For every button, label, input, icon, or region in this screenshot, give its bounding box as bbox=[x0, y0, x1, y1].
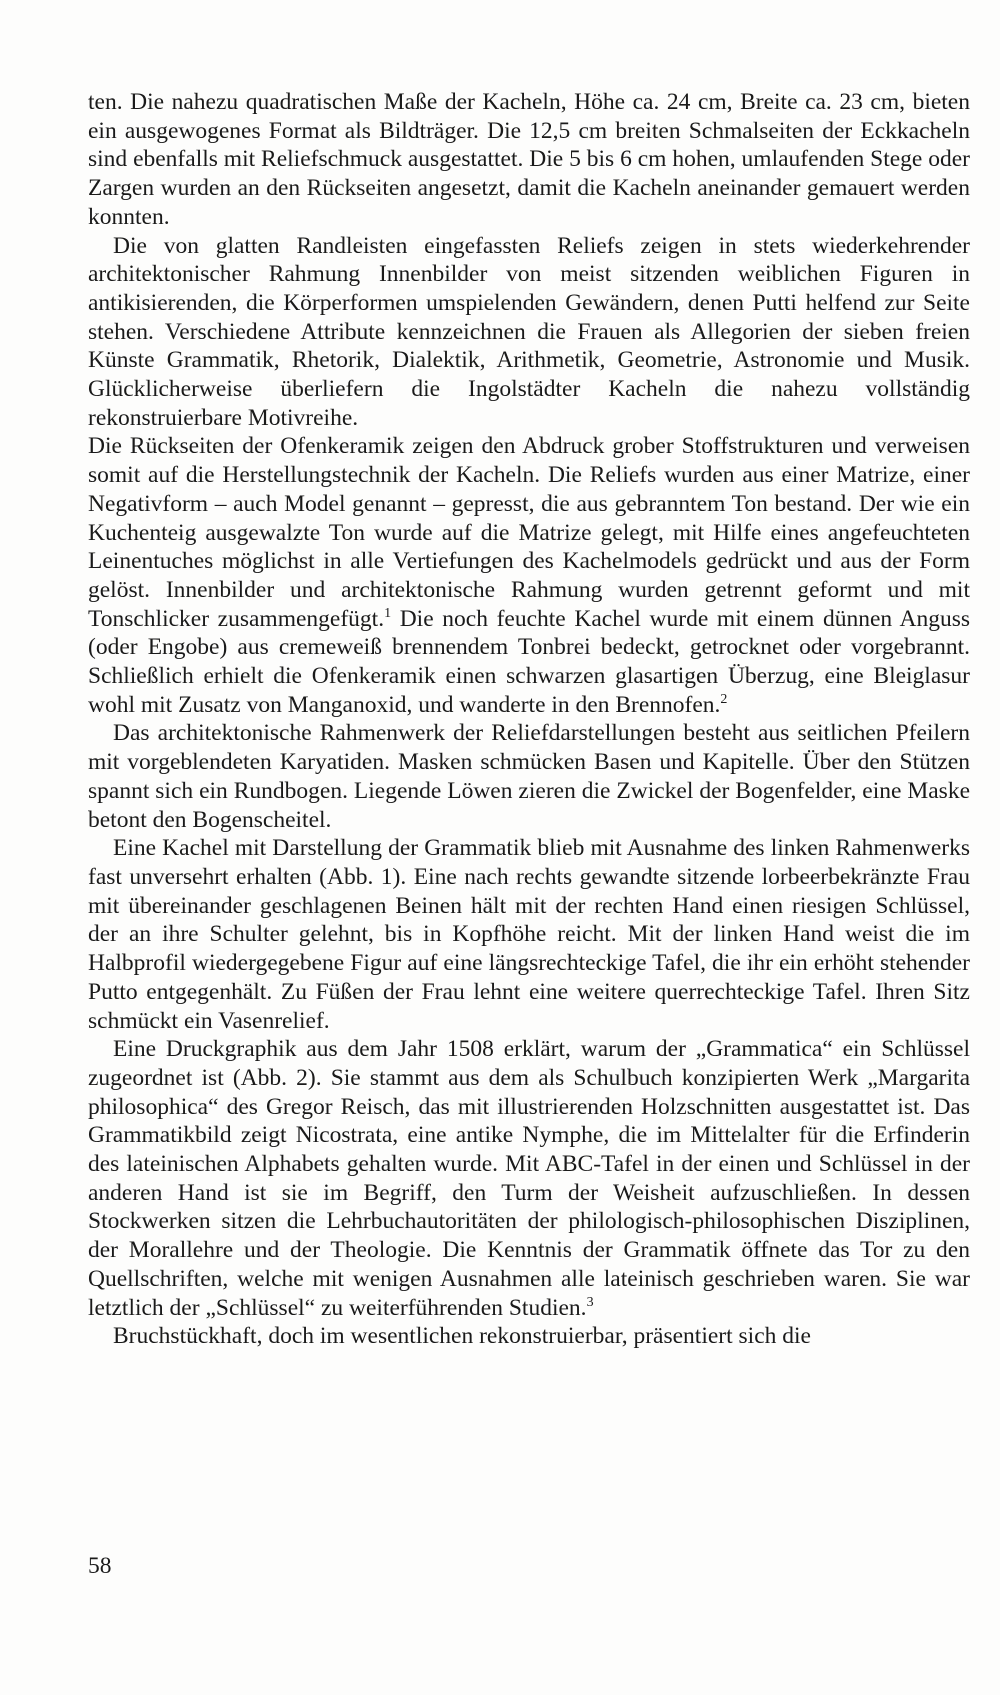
paragraph-2 bbox=[88, 232, 970, 433]
paragraph-3-text: Die Rückseiten der Ofenkeramik zeigen den Abdruck grober Stoffstrukturen und verweisen somit auf die Herstellungstechnik der Kacheln. Die Reliefs wurden aus einer Matrize, einer Negativform – auch Model genannt – gepresst, die aus gebranntem Ton bestand. Der wie ein Kuchenteig ausgewalzte Ton wurde auf die Matrize gelegt, mit Hilfe eines angefeuchteten Leinentuches möglichst in alle Vertiefungen des Kachelmodels gedrückt und aus der Form gelöst. Innenbilder und architektonische Rahmung wurden getrennt geformt und mit Tonschlicker zusammengefügt. bbox=[88, 433, 970, 632]
paragraph-3 bbox=[88, 432, 970, 719]
body-text bbox=[88, 88, 970, 1351]
paragraph-6 bbox=[88, 1035, 970, 1322]
footnote-marker-2: 2 bbox=[720, 691, 728, 707]
paragraph-1 bbox=[88, 88, 970, 232]
paragraph-2-text: Die von glatten Randleisten eingefassten Reliefs zeigen in stets wiederkehrender architektonischer Rahmung Innenbilder von meist sitzenden weiblichen Figuren in antikisierenden, die Körperformen umspielenden Gewändern, denen Putti helfend zur Seite stehen. Verschiedene Attribute kennzeichnen die Frauen als Allegorien der sieben freien Künste Grammatik, Rhetorik, Dialektik, Arithmetik, Geometrie, Astronomie und Musik. Glücklicherweise überliefern die Ingolstädter Kacheln die nahezu vollständig rekonstruierbare Motivreihe. bbox=[88, 232, 970, 431]
paragraph-4-text: Das architektonische Rahmenwerk der Reliefdarstellungen besteht aus seitlichen Pfeilern mit vorgeblendeten Karyatiden. Masken schmücken Basen und Kapitelle. Über den Stützen spannt sich ein Rundbogen. Liegende Löwen zieren die Zwickel der Bogenfelder, eine Maske betont den Bogenscheitel. bbox=[88, 720, 970, 833]
footnote-marker-1: 1 bbox=[384, 605, 392, 621]
paragraph-4 bbox=[88, 719, 970, 834]
paragraph-7-text: Bruchstückhaft, doch im wesentlichen rekonstruierbar, präsentiert sich die bbox=[113, 1323, 811, 1350]
paragraph-6-text: Eine Druckgraphik aus dem Jahr 1508 erklärt, warum der „Grammatica“ ein Schlüssel zugeordnet ist (Abb. 2). Sie stammt aus dem als Schulbuch konzipierten Werk „Margarita philosophica“ des Gregor Reisch, das mit illustrierenden Holzschnitten ausgestattet ist. Das Grammatikbild zeigt Nicostrata, eine antike Nymphe, die im Mittelalter für die Erfinderin des lateinischen Alphabets gehalten wurde. Mit ABC-Tafel in der einen und Schlüssel in der anderen Hand ist sie im Begriff, den Turm der Weisheit aufzuschließen. In dessen Stockwerken sitzen die Lehrbuchautoritäten der philologisch-philosophischen Disziplinen, der Morallehre und der Theologie. Die Kenntnis der Grammatik öffnete das Tor zu den Quellschriften, welche mit wenigen Ausnahmen alle lateinisch geschrieben waren. Sie war letztlich der „Schlüssel“ zu weiterführenden Studien. bbox=[88, 1036, 970, 1321]
paragraph-3-continuation: Die noch feuchte Kachel wurde mit einem dünnen Anguss (oder Engobe) aus cremeweiß brennendem Tonbrei bedeckt, getrocknet oder vorgebrannt. Schließlich erhielt die Ofenkeramik einen schwarzen glasartigen Überzug, eine Bleiglasur wohl mit Zusatz von Manganoxid, und wanderte in den Brennofen. bbox=[88, 605, 970, 718]
paragraph-7 bbox=[88, 1322, 970, 1351]
page-number: 58 bbox=[88, 1553, 112, 1579]
paragraph-5 bbox=[88, 834, 970, 1035]
paragraph-5-text: Eine Kachel mit Darstellung der Grammatik blieb mit Ausnahme des linken Rahmenwerks fast unversehrt erhalten (Abb. 1). Eine nach rechts gewandte sitzende lorbeerbekränzte Frau mit übereinander geschlagenen Beinen hält mit der rechten Hand einen riesigen Schlüssel, der an ihre Schulter gelehnt, bis in Kopfhöhe reicht. Mit der linken Hand weist die im Halbprofil wiedergegebene Figur auf eine längsrechteckige Tafel, die ihr ein erhöht stehender Putto entgegenhält. Zu Füßen der Frau lehnt eine weitere querrechteckige Tafel. Ihren Sitz schmückt ein Vasenrelief. bbox=[88, 835, 970, 1034]
paragraph-1-text: ten. Die nahezu quadratischen Maße der Kacheln, Höhe ca. 24 cm, Breite ca. 23 cm, bieten ein ausgewogenes Format als Bildträger. Die 12,5 cm breiten Schmalseiten der Eckkacheln sind ebenfalls mit Reliefschmuck ausgestattet. Die 5 bis 6 cm hohen, umlaufenden Stege oder Zargen wurden an den Rückseiten angesetzt, damit die Kacheln aneinander gemauert werden konnten. bbox=[88, 89, 970, 230]
footnote-marker-3: 3 bbox=[586, 1294, 594, 1310]
